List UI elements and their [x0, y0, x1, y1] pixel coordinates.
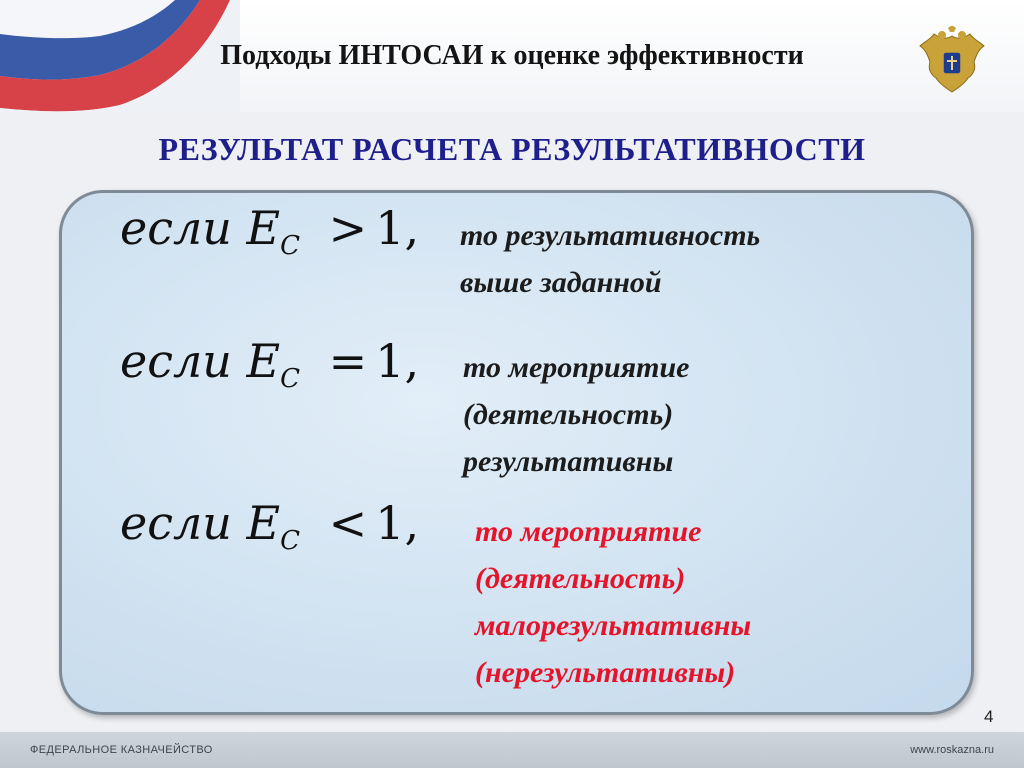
explanation-line: (деятельность) [475, 562, 686, 595]
if-word: если [120, 496, 232, 550]
efficiency-variable: E [246, 334, 281, 388]
explanation-line: малорезультативны [475, 609, 752, 642]
variable-subscript: C [280, 364, 301, 394]
condition-explanation-warning [475, 508, 751, 696]
footer-website-link[interactable]: www.roskazna.ru [910, 744, 994, 756]
threshold-value: 1, [375, 334, 420, 388]
threshold-value: 1, [375, 496, 420, 550]
condition-formula [120, 496, 420, 556]
variable-subscript: C [280, 526, 301, 556]
efficiency-variable: E [246, 201, 281, 255]
variable-subscript: C [280, 231, 301, 261]
page-number: 4 [984, 707, 994, 726]
comparison-operator: > [328, 201, 368, 255]
footer-organization: ФЕДЕРАЛЬНОЕ КАЗНАЧЕЙСТВО [30, 744, 213, 756]
explanation-line: выше заданной [460, 266, 662, 299]
footer-bar [0, 732, 1024, 768]
condition-explanation [460, 212, 760, 306]
explanation-line: (нерезультативны) [475, 656, 736, 689]
comparison-operator: = [328, 334, 368, 388]
threshold-value: 1, [375, 201, 420, 255]
explanation-line: результативны [463, 445, 674, 478]
header-bar [0, 0, 1024, 112]
comparison-operator: < [328, 496, 368, 550]
explanation-line: то мероприятие [475, 515, 702, 548]
explanation-line: то результативность [460, 219, 761, 252]
condition-formula [120, 201, 420, 261]
condition-explanation [463, 344, 689, 485]
explanation-line: (деятельность) [463, 398, 674, 431]
header-title: Подходы ИНТОСАИ к оценке эффективности [220, 40, 804, 71]
double-headed-eagle-emblem-icon [918, 26, 986, 98]
section-title: РЕЗУЛЬТАТ РАСЧЕТА РЕЗУЛЬТАТИВНОСТИ [158, 131, 866, 167]
if-word: если [120, 201, 232, 255]
explanation-line: то мероприятие [463, 351, 690, 384]
if-word: если [120, 334, 232, 388]
condition-formula [120, 334, 420, 394]
efficiency-variable: E [246, 496, 281, 550]
